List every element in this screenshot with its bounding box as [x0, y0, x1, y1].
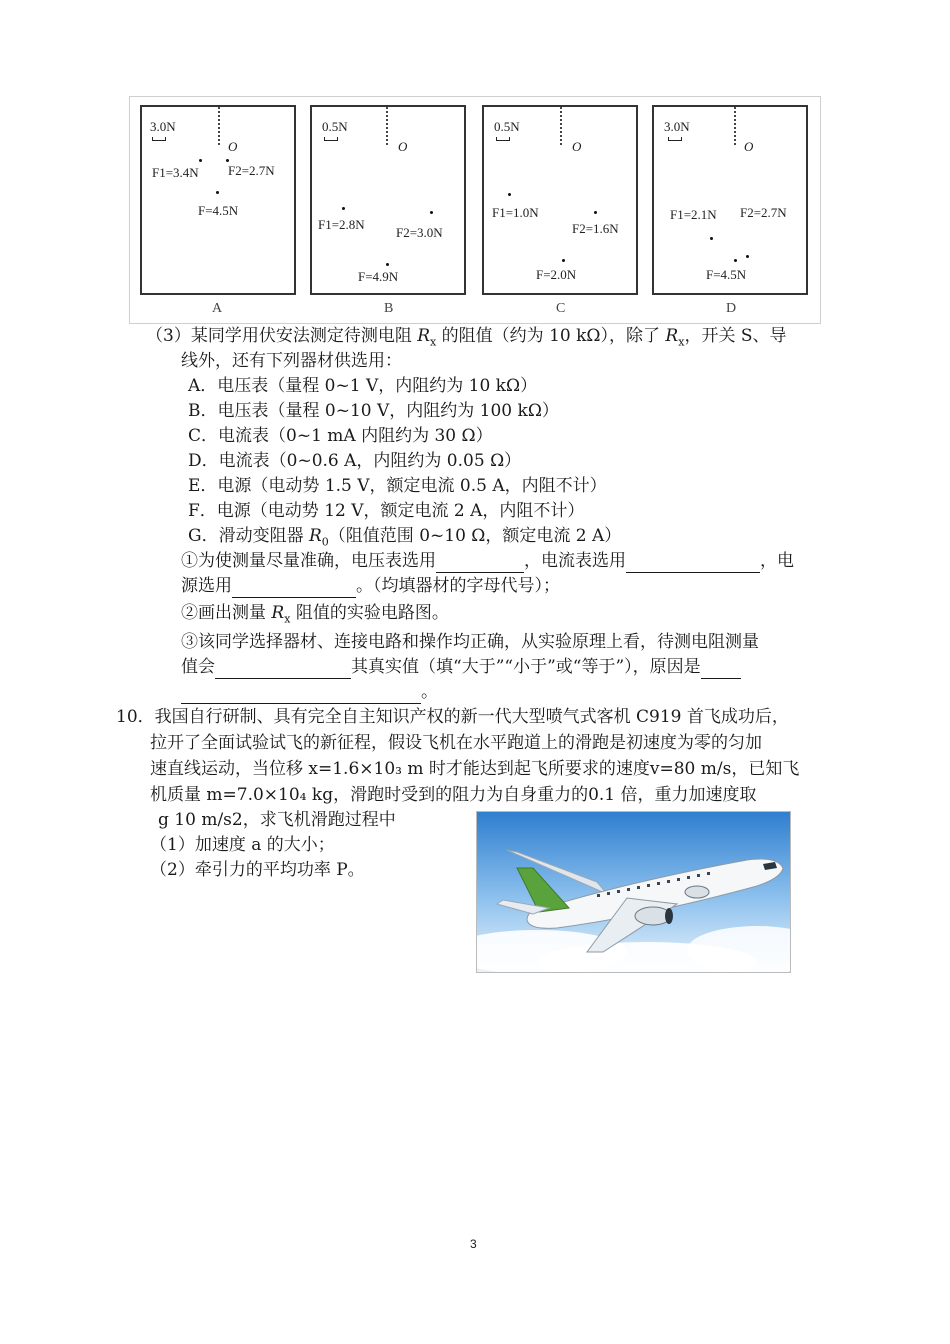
- f-point: [562, 259, 565, 262]
- option-g-text-b: （阻值范围 0~10 Ω，额定电流 2 A）: [328, 526, 622, 546]
- option-c: C．电流表（0~1 mA 内阻约为 30 Ω）: [188, 426, 493, 446]
- point-o-label: O: [744, 139, 754, 154]
- point-o-label: O: [228, 139, 238, 154]
- f-label: F=4.5N: [198, 203, 239, 218]
- rx-subscript: x: [284, 612, 291, 626]
- f2-point: [594, 211, 597, 214]
- ammeter-answer-blank[interactable]: [626, 554, 760, 573]
- option-f: F．电源（电动势 12 V，额定电流 2 A，内阻不计）: [188, 501, 585, 521]
- rx-symbol: R: [271, 603, 285, 623]
- q10-line3: 速直线运动，当位移 x=1.6×10₃ m 时才能达到起飞所要求的速度v=80 m/s，已知飞: [150, 759, 800, 779]
- sub2-line: [181, 601, 449, 631]
- sub3-line3: [181, 680, 438, 704]
- string-line: [386, 107, 388, 145]
- sub1-text-b: ，电流表选用: [524, 551, 626, 571]
- string-line: [734, 107, 736, 145]
- q3-intro-text-c: ，开关 S、导: [684, 326, 787, 346]
- panel-a-caption: A: [212, 301, 223, 316]
- sub1-line2: [181, 574, 560, 598]
- scale-bar: [668, 137, 682, 141]
- point-o-label: O: [398, 139, 408, 154]
- f2-point: [226, 159, 229, 162]
- f1-label: F1=1.0N: [492, 205, 539, 220]
- scale-bar: [152, 137, 166, 141]
- panel-c-caption: C: [556, 301, 566, 316]
- f-label: F=4.9N: [358, 269, 399, 284]
- voltmeter-answer-blank[interactable]: [436, 554, 524, 573]
- f1-label: F1=3.4N: [152, 165, 199, 180]
- f-label: F=2.0N: [536, 267, 577, 282]
- panel-d: [652, 105, 808, 295]
- scale-bar: [324, 137, 338, 141]
- f1-label: F1=2.1N: [670, 207, 717, 222]
- panel-b-caption: B: [384, 301, 394, 316]
- scale-label: 3.0N: [664, 119, 690, 134]
- sub1-text-c: ，电: [760, 551, 794, 571]
- q10-part2: （2）牵引力的平均功率 P。: [150, 860, 365, 880]
- q10-part1: （1）加速度 a 的大小；: [150, 835, 335, 855]
- sub2-text-a: ②画出测量: [181, 603, 272, 623]
- sub3-line1: ③该同学选择器材、连接电路和操作均正确，从实验原理上看，待测电阻测量: [181, 632, 759, 652]
- reason-answer-blank[interactable]: [181, 685, 421, 704]
- q3-intro-text-b: 的阻值（约为 10 kΩ），除了: [436, 326, 666, 346]
- f1-point: [508, 193, 511, 196]
- airplane-illustration: [477, 812, 790, 972]
- sub2-text-b: 阻值的实验电路图。: [290, 603, 449, 623]
- f1-point: [199, 159, 202, 162]
- f2-label: F2=1.6N: [572, 221, 619, 236]
- f2-label: F2=3.0N: [396, 225, 443, 240]
- option-g-text-a: G．滑动变阻器: [188, 526, 309, 546]
- f2-label: F2=2.7N: [228, 163, 275, 178]
- q3-intro-text-a: （3）某同学用伏安法测定待测电阻: [146, 326, 418, 346]
- option-a: A．电压表（量程 0~1 V，内阻约为 10 kΩ）: [188, 376, 538, 396]
- string-line: [560, 107, 562, 145]
- sub3-text-b: 其真实值（填“大于”“小于”或“等于”），原因是: [351, 657, 701, 677]
- q10-line5: g 10 m/s2，求飞机滑跑过程中: [158, 810, 396, 830]
- q3-intro-line2: 线外，还有下列器材供选用：: [181, 351, 402, 371]
- option-b: B．电压表（量程 0~10 V，内阻约为 100 kΩ）: [188, 401, 559, 421]
- sub3-line2: [181, 655, 741, 679]
- f2-point: [430, 211, 433, 214]
- f1-point: [710, 237, 713, 240]
- sub1-line1: [181, 549, 794, 573]
- scale-label: 0.5N: [494, 119, 520, 134]
- f1-label: F1=2.8N: [318, 217, 365, 232]
- sub1-text-d: 源选用: [181, 576, 232, 596]
- c919-airplane-image: [476, 811, 791, 973]
- sub1-text-e: 。（均填器材的字母代号）；: [356, 576, 560, 596]
- panel-b: [310, 105, 466, 295]
- reason-answer-blank-start[interactable]: [701, 660, 741, 679]
- f-label: F=4.5N: [706, 267, 747, 282]
- string-line: [218, 107, 220, 145]
- f2-point: [746, 255, 749, 258]
- comparison-answer-blank[interactable]: [215, 660, 351, 679]
- r0-subscript: 0: [321, 535, 329, 549]
- rx-subscript: x: [430, 335, 437, 349]
- sub1-text-a: ①为使测量尽量准确，电压表选用: [181, 551, 436, 571]
- point-o-label: O: [572, 139, 582, 154]
- scale-bar: [496, 137, 510, 141]
- f-point: [734, 259, 737, 262]
- sub3-text-a: 值会: [181, 657, 215, 677]
- panel-d-caption: D: [726, 301, 737, 316]
- panel-c: [482, 105, 638, 295]
- r0-symbol: R: [308, 526, 322, 546]
- q10-line4: 机质量 m=7.0×10₄ kg，滑跑时受到的阻力为自身重力的0.1 倍，重力加速度取: [150, 785, 757, 805]
- panel-a: [140, 105, 296, 295]
- f-point: [216, 191, 219, 194]
- option-e: E．电源（电动势 1.5 V，额定电流 0.5 A，内阻不计）: [188, 476, 607, 496]
- rx-symbol: R: [665, 326, 679, 346]
- scale-label: 3.0N: [150, 119, 176, 134]
- scale-label: 0.5N: [322, 119, 348, 134]
- option-d: D．电流表（0~0.6 A，内阻约为 0.05 Ω）: [188, 451, 522, 471]
- force-diagram-figure: [129, 96, 821, 324]
- q10-line1: 10．我国自行研制、具有完全自主知识产权的新一代大型喷气式客机 C919 首飞成功后，: [116, 707, 789, 727]
- f1-point: [342, 207, 345, 210]
- rx-symbol: R: [417, 326, 431, 346]
- rx-subscript: x: [678, 335, 685, 349]
- sub3-end-mark: 。: [421, 682, 438, 702]
- f-point: [386, 263, 389, 266]
- page-number: 3: [470, 1237, 477, 1251]
- q10-line2: 拉开了全面试验试飞的新征程，假设飞机在水平跑道上的滑跑是初速度为零的匀加: [150, 733, 762, 753]
- f2-label: F2=2.7N: [740, 205, 787, 220]
- power-source-answer-blank[interactable]: [232, 579, 356, 598]
